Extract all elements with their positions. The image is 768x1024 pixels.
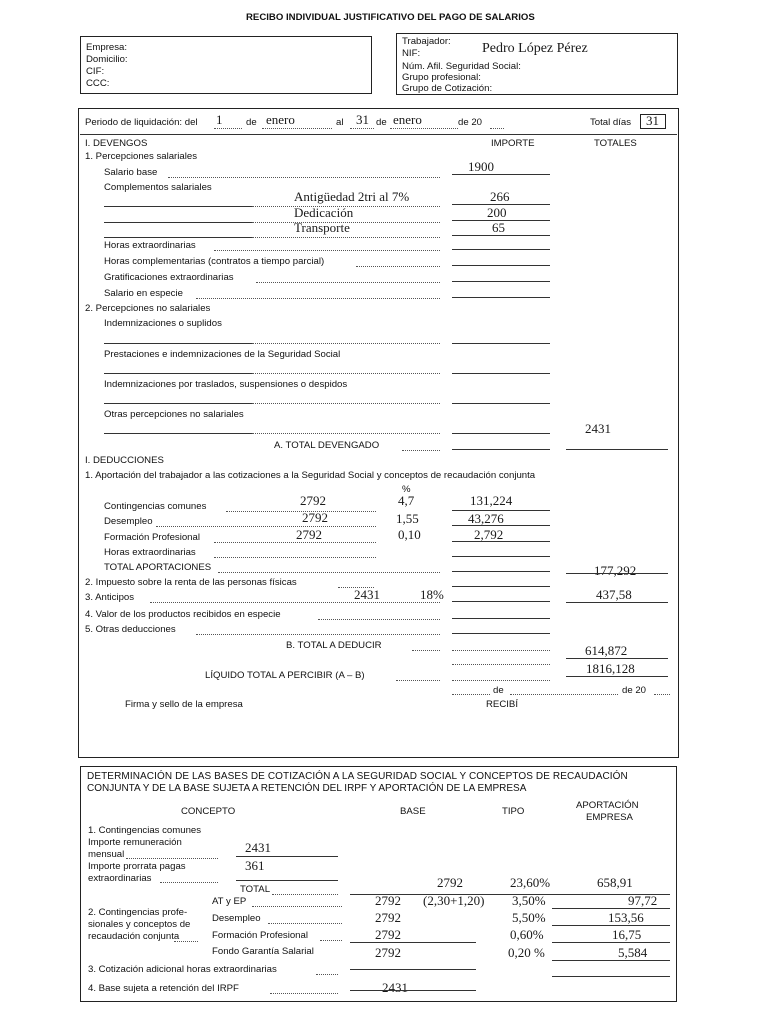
contribution-tipo: 0,20 % xyxy=(508,945,545,960)
complemento-concept: Dedicación xyxy=(294,205,354,220)
deduction-pct: 1,55 xyxy=(396,511,419,526)
irpf-label: 2. Impuesto sobre la renta de las personas físicas xyxy=(85,577,297,588)
period-to-day: 31 xyxy=(356,112,369,127)
irpf-base: 2431 xyxy=(354,587,380,602)
contribution-tipo: 5,50% xyxy=(512,910,546,925)
prorrata-label-2: extraordinarias xyxy=(88,873,152,884)
contribution-label: Desempleo xyxy=(212,913,261,924)
complementos-label: Complementos salariales xyxy=(104,182,212,193)
domicilio-label: Domicilio: xyxy=(86,54,128,65)
ccc-label: CCC: xyxy=(86,78,110,89)
contingencias-prof-label-1: 2. Contingencias profe- xyxy=(88,907,188,918)
contribution-tipo: 3,50% xyxy=(512,893,546,908)
firma-label: Firma y sello de la empresa xyxy=(125,699,243,710)
percent-header: % xyxy=(402,484,411,495)
contribution-aportacion: 16,75 xyxy=(612,927,642,942)
percepciones-no-salariales-label: 2. Percepciones no salariales xyxy=(85,303,211,314)
formacion-profesional-label: Formación Profesional xyxy=(104,532,200,543)
worker-name: Pedro López Pérez xyxy=(482,41,588,56)
total-devengado-label: A. TOTAL DEVENGADO xyxy=(274,440,380,451)
irpf-amount: 437,58 xyxy=(596,587,632,602)
horas-extraordinarias-ded-label: Horas extraordinarias xyxy=(104,547,196,558)
concepto-header: CONCEPTO xyxy=(181,806,236,817)
importe-remuneracion-label-2: mensual xyxy=(88,849,125,860)
total-deducir-value: 614,872 xyxy=(585,643,628,658)
contribution-aportacion: 5,584 xyxy=(618,945,648,960)
total-days-value: 31 xyxy=(646,113,659,128)
period-from-day: 1 xyxy=(216,112,223,127)
empresa-label: Empresa: xyxy=(86,42,128,53)
prorrata-value: 361 xyxy=(245,858,265,873)
total-tipo-value: 23,60% xyxy=(510,875,551,890)
importe-remuneracion-value: 2431 xyxy=(245,840,271,855)
contribution-aportacion: 97,72 xyxy=(628,893,658,908)
salario-base-value: 1900 xyxy=(468,159,494,174)
contribution-tipo: 0,60% xyxy=(510,927,544,942)
afil-label: Núm. Afil. Seguridad Social: xyxy=(402,61,521,72)
deducciones-heading: I. DEDUCCIONES xyxy=(85,455,164,466)
aportacion-trabajador-label: 1. Aportación del trabajador a las cotizaciones a la Seguridad Social y conceptos de recaudación conjunta xyxy=(85,470,536,481)
gratificaciones-label: Gratificaciones extraordinarias xyxy=(104,272,234,283)
contribution-base: 2792 xyxy=(375,945,401,960)
period-from-month: enero xyxy=(266,112,295,127)
deduction-base: 2792 xyxy=(300,493,326,508)
period-de-year: de 20 xyxy=(458,117,483,128)
contingencias-comunes-label: Contingencias comunes xyxy=(104,501,207,512)
percepciones-salariales-label: 1. Percepciones salariales xyxy=(85,151,197,162)
period-to-month: enero xyxy=(393,112,422,127)
aportacion-header-2: EMPRESA xyxy=(586,812,633,823)
liquido-label: LÍQUIDO TOTAL A PERCIBIR (A – B) xyxy=(205,670,365,681)
recibi-label: RECIBÍ xyxy=(486,699,518,710)
deduction-base: 2792 xyxy=(302,510,328,525)
horas-extraordinarias-label: Horas extraordinarias xyxy=(104,240,196,251)
bases-title-2: CONJUNTA Y DE LA BASE SUJETA A RETENCIÓN DEL IRPF Y APORTACIÓN DE LA EMPRESA xyxy=(87,783,527,794)
salario-base-label: Salario base xyxy=(104,167,158,178)
deduction-pct: 0,10 xyxy=(398,527,421,542)
total-deducir-label: B. TOTAL A DEDUCIR xyxy=(286,640,382,651)
deduction-pct: 4,7 xyxy=(398,493,415,508)
tipo-header: TIPO xyxy=(502,806,525,817)
contribution-label: Formación Profesional xyxy=(212,930,308,941)
contribution-extra: (2,30+1,20) xyxy=(423,893,485,908)
devengos-heading: I. DEVENGOS xyxy=(85,138,148,149)
period-de-1: de xyxy=(246,117,257,128)
salario-especie-label: Salario en especie xyxy=(104,288,183,299)
period-al: al xyxy=(336,117,344,128)
contribution-aportacion: 153,56 xyxy=(608,910,644,925)
complemento-amount: 266 xyxy=(490,189,510,204)
complemento-concept: Antigüedad 2tri al 7% xyxy=(294,189,410,204)
aportacion-header-1: APORTACIÓN xyxy=(576,800,639,811)
deduction-amount: 131,224 xyxy=(470,493,513,508)
contingencias-prof-label-2: sionales y conceptos de xyxy=(88,919,191,930)
total-aportaciones-value: 177,292 xyxy=(594,563,637,578)
cif-label: CIF: xyxy=(86,66,105,77)
deduction-amount: 2,792 xyxy=(474,527,504,542)
period-de-2: de xyxy=(376,117,387,128)
bases-title-1: DETERMINACIÓN DE LAS BASES DE COTIZACIÓN A LA SEGURIDAD SOCIAL Y CONCEPTOS DE RECAUDACIÓN xyxy=(87,771,628,782)
horas-extra-cotizacion-label: 3. Cotización adicional horas extraordinarias xyxy=(88,964,277,975)
total-devengado-value: 2431 xyxy=(585,421,611,436)
total-aportacion-value: 658,91 xyxy=(597,875,633,890)
contingencias-comunes-base-label: 1. Contingencias comunes xyxy=(88,825,202,836)
contingencias-prof-label-3: recaudación conjunta xyxy=(88,931,180,942)
document-title: RECIBO INDIVIDUAL JUSTIFICATIVO DEL PAGO DE SALARIOS xyxy=(246,12,535,23)
importe-remuneracion-label-1: Importe remuneración xyxy=(88,837,182,848)
otras-deducciones-label: 5. Otras deducciones xyxy=(85,624,176,635)
importe-header: IMPORTE xyxy=(491,138,535,149)
totales-header: TOTALES xyxy=(594,138,637,149)
complemento-amount: 65 xyxy=(492,220,505,235)
irpf-base-label: 4. Base sujeta a retención del IRPF xyxy=(88,983,239,994)
irpf-pct: 18% xyxy=(420,587,444,602)
nif-label: NIF: xyxy=(402,48,421,59)
total-base-value: 2792 xyxy=(437,875,463,890)
anticipos-label: 3. Anticipos xyxy=(85,592,135,603)
date-de: de xyxy=(493,685,504,696)
total-days-label: Total días xyxy=(590,117,632,128)
deduction-base: 2792 xyxy=(296,527,322,542)
contribution-label: Fondo Garantía Salarial xyxy=(212,946,314,957)
contribution-base: 2792 xyxy=(375,893,401,908)
contribution-label: AT y EP xyxy=(212,896,247,907)
otras-percepciones-label: Otras percepciones no salariales xyxy=(104,409,244,420)
period-label: Periodo de liquidación: del xyxy=(85,117,198,128)
trabajador-label: Trabajador: xyxy=(402,36,451,47)
total-base-label: TOTAL xyxy=(240,884,271,895)
deduction-amount: 43,276 xyxy=(468,511,504,526)
contribution-base: 2792 xyxy=(375,910,401,925)
total-aportaciones-label: TOTAL APORTACIONES xyxy=(104,562,212,573)
contribution-base: 2792 xyxy=(375,927,401,942)
base-header: BASE xyxy=(400,806,426,817)
complemento-concept: Transporte xyxy=(294,220,350,235)
complemento-amount: 200 xyxy=(487,205,507,220)
prorrata-label-1: Importe prorrata pagas xyxy=(88,861,186,872)
indemnizaciones-traslados-label: Indemnizaciones por traslados, suspensiones o despidos xyxy=(104,379,348,390)
date-de20: de 20 xyxy=(622,685,647,696)
prestaciones-ss-label: Prestaciones e indemnizaciones de la Seguridad Social xyxy=(104,349,341,360)
indemnizaciones-suplidos-label: Indemnizaciones o suplidos xyxy=(104,318,222,329)
horas-complementarias-label: Horas complementarias (contratos a tiempo parcial) xyxy=(104,256,325,267)
grupo-cotizacion-label: Grupo de Cotización: xyxy=(402,83,493,94)
grupo-profesional-label: Grupo profesional: xyxy=(402,72,481,83)
especie-label: 4. Valor de los productos recibidos en especie xyxy=(85,609,281,620)
desempleo-label: Desempleo xyxy=(104,516,153,527)
liquido-value: 1816,128 xyxy=(586,661,635,676)
irpf-base-value: 2431 xyxy=(382,980,408,995)
